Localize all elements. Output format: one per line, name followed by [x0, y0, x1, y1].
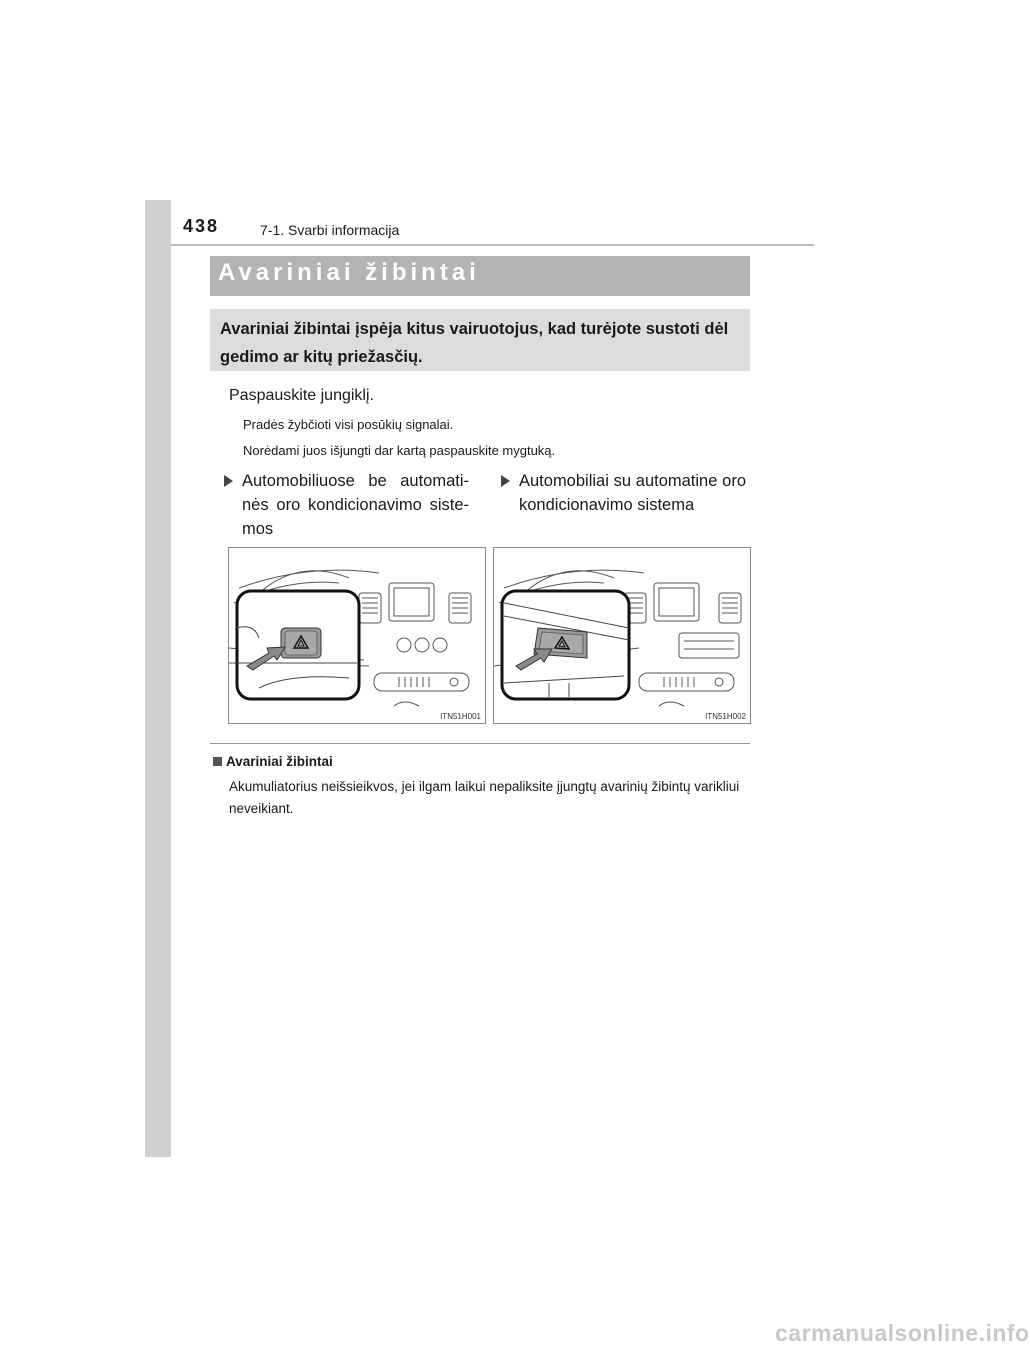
step-note-1: Pradės žybčioti visi posūkių signalai.: [243, 417, 454, 432]
side-tab: [145, 200, 171, 1157]
dashboard-illustration: [494, 548, 750, 723]
figure-code: ITN51H001: [440, 712, 481, 721]
dashboard-illustration: [229, 548, 485, 723]
square-bullet-icon: [213, 757, 222, 766]
section-title: 7-1. Svarbi informacija: [260, 222, 400, 238]
subsection-body: Akumuliatorius neišsieikvos, jei ilgam laikui nepaliksite įjungtų avarinių žibintų varikliui neveikiant.: [229, 779, 740, 816]
subsection-heading-text: Avariniai žibintai: [226, 754, 333, 769]
triangle-bullet-icon: [224, 475, 233, 487]
variant-label: Automobiliuose be automati-nės oro kondicionavimo siste-mos: [242, 472, 469, 538]
figure-code: ITN51H002: [705, 712, 746, 721]
section-divider: [210, 743, 750, 744]
variant-with-auto-ac: [501, 469, 746, 519]
watermark: carmanualsonline.info: [775, 1320, 1030, 1346]
figure-dashboard-auto-ac: [493, 547, 751, 724]
header-divider: [171, 244, 814, 246]
triangle-bullet-icon: [501, 475, 510, 487]
subsection-heading: [213, 754, 333, 769]
intro-text: Avariniai žibintai įspėja kitus vairuotojus, kad turėjote sustoti dėl gedimo ar kitų priežasčių.: [220, 320, 729, 366]
figure-dashboard-manual-ac: [228, 547, 486, 724]
page-title: Avariniai žibintai: [218, 259, 480, 286]
step-note-2: Norėdami juos išjungti dar kartą paspauskite mygtuką.: [243, 443, 556, 458]
page-number: 438: [183, 216, 220, 236]
step-instruction: Paspauskite jungiklį.: [229, 387, 374, 404]
variant-without-auto-ac: [224, 469, 469, 544]
variant-label: Automobiliai su automatine oro kondicionavimo sistema: [519, 472, 746, 514]
